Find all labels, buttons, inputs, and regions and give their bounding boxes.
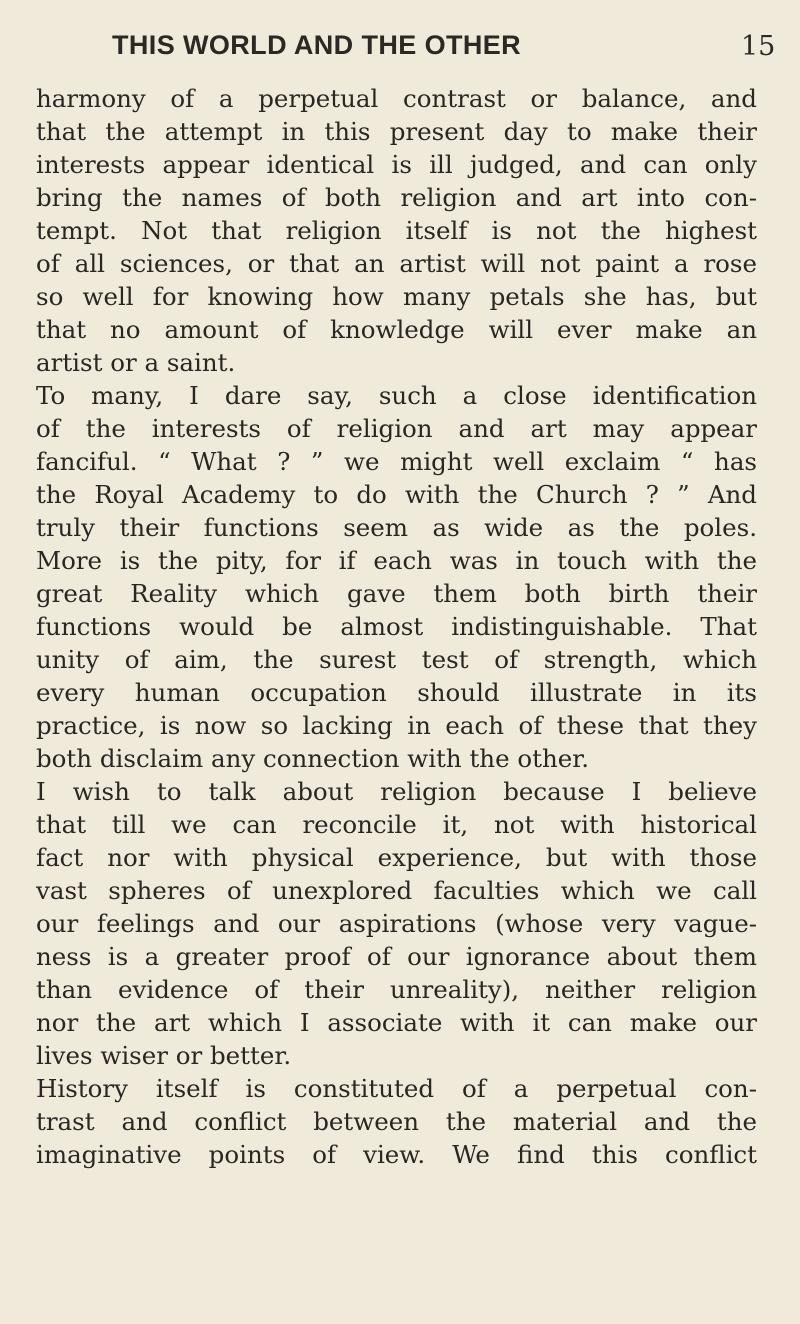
- text-line: trast and conflict between the material and the: [36, 1107, 757, 1136]
- text-line: unity of aim, the surest test of strength, which: [36, 645, 757, 674]
- text-line: truly their functions seem as wide as the poles.: [36, 513, 757, 542]
- text-line: ness is a greater proof of our ignorance about them: [36, 942, 757, 971]
- text-line: fact nor with physical experience, but with those: [36, 843, 757, 872]
- text-line: History itself is constituted of a perpetual con-: [36, 1074, 757, 1103]
- text-line: that till we can reconcile it, not with historical: [36, 810, 757, 839]
- text-line: harmony of a perpetual contrast or balance, and: [36, 84, 757, 113]
- text-line: the Royal Academy to do with the Church ? ” And: [36, 480, 757, 509]
- text-line: nor the art which I associate with it can make our: [36, 1008, 757, 1037]
- text-line: great Reality which gave them both birth their: [36, 579, 757, 608]
- text-line: tempt. Not that religion itself is not the highest: [36, 216, 757, 245]
- page-number: 15: [741, 31, 776, 62]
- text-line: every human occupation should illustrate in its: [36, 678, 757, 707]
- text-line: bring the names of both religion and art into con-: [36, 183, 757, 212]
- text-line: of all sciences, or that an artist will not paint a rose: [36, 249, 757, 278]
- running-head: [0, 30, 800, 70]
- text-line: that no amount of knowledge will ever make an: [36, 315, 757, 344]
- text-line: than evidence of their unreality), neither religion: [36, 975, 757, 1004]
- text-line: functions would be almost indistinguishable. That: [36, 612, 757, 641]
- text-line: artist or a saint.: [36, 348, 236, 377]
- text-line: lives wiser or better.: [36, 1041, 292, 1070]
- text-line: fanciful. “ What ? ” we might well exclaim “ has: [36, 447, 757, 476]
- text-line: vast spheres of unexplored faculties which we call: [36, 876, 757, 905]
- running-title: THIS WORLD AND THE OTHER: [112, 30, 522, 60]
- text-line: of the interests of religion and art may appear: [36, 414, 757, 443]
- text-line: interests appear identical is ill judged, and can only: [36, 150, 757, 179]
- text-line: both disclaim any connection with the other.: [36, 744, 590, 773]
- text-line: imaginative points of view. We find this conflict: [36, 1140, 757, 1169]
- text-line: More is the pity, for if each was in touch with the: [36, 546, 757, 575]
- text-line: so well for knowing how many petals she has, but: [36, 282, 757, 311]
- text-line: that the attempt in this present day to make their: [36, 117, 757, 146]
- text-line: practice, is now so lacking in each of these that they: [36, 711, 757, 740]
- text-line: I wish to talk about religion because I believe: [36, 777, 757, 806]
- text-line: our feelings and our aspirations (whose very vague-: [36, 909, 757, 938]
- text-line: To many, I dare say, such a close identification: [36, 381, 757, 410]
